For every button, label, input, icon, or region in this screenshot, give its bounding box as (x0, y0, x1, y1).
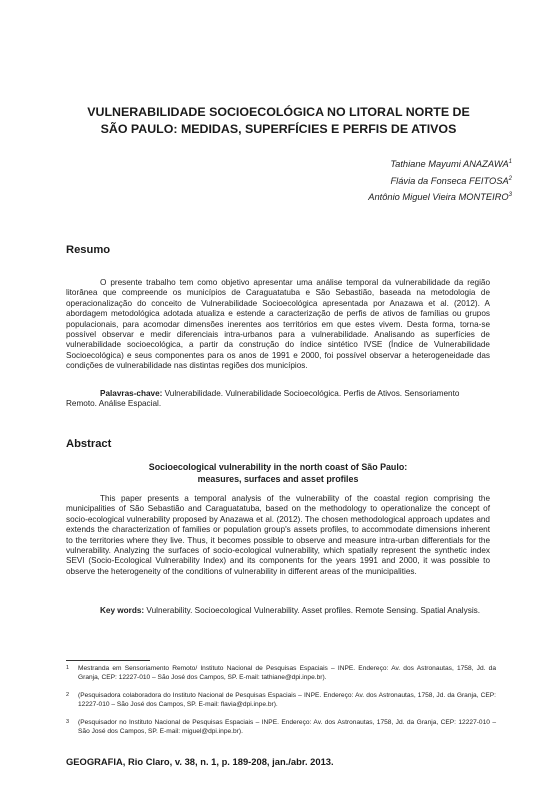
english-title (66, 462, 490, 485)
author-footnote-mark: 3 (508, 191, 512, 198)
resumo-keywords (66, 389, 490, 410)
author-1 (212, 156, 512, 173)
title-line-2: SÃO PAULO: MEDIDAS, SUPERFÍCIES E PERFIS DE ATIVOS (100, 122, 457, 136)
author-list (212, 156, 512, 206)
abstract-heading: Abstract (66, 438, 112, 450)
author-3 (212, 189, 512, 206)
footnote-mark: 1 (66, 665, 70, 671)
resumo-heading: Resumo (66, 244, 111, 256)
article-title (60, 104, 497, 138)
keywords-text: Vulnerability. Socioecological Vulnerability. Asset profiles. Remote Sensing. Spatial Analysis. (146, 606, 481, 615)
keywords-text: Vulnerabilidade. Vulnerabilidade Socioecológica. Perfis de Ativos. Sensoriamento Remoto. Análise Espacial. (66, 389, 460, 409)
author-name: Flávia da Fonseca FEITOSA (390, 175, 509, 186)
journal-citation: GEOGRAFIA, Rio Claro, v. 38, n. 1, p. 189-208, jan./abr. 2013. (66, 756, 334, 767)
author-footnote-mark: 1 (508, 158, 512, 165)
footnote-2 (66, 691, 498, 709)
keywords-label: Palavras-chave: (100, 389, 163, 398)
title-line-1: VULNERABILIDADE SOCIOECOLÓGICA NO LITORAL NORTE DE (87, 105, 470, 119)
english-title-line-2: measures, surfaces and asset profiles (197, 473, 359, 484)
resumo-text: O presente trabalho tem como objetivo apresentar uma análise temporal da vulnerabilidade da região litorânea que compreende os municípios de Caraguatatuba e São Sebastião, baseada na metodologia de operacionalização do conceito de Vulnerabilidade Socioecológica apresentada por Anazawa et al. (2012). A abordagem metodológica adotada atualiza e estende a caracterização de perfis de ativos de famílias ou grupos populacionais, para acomodar dimensões inerentes aos territórios em que estes vivem. Desta forma, torna-se possível observar e medir diferenciais intra-urbanos para a vulnerabilidade. Analisando as superfícies de vulnerabilidade socioecológica, a partir da construção do índice sintético IVSE (Índice de Vulnerabilidade Socioecológica) e seus componentes para os anos de 1991 e 2000, foi possível observar a heterogeneidade das condições de vulnerabilidade nas distintas regiões dos municípios. (66, 278, 490, 371)
keywords-label: Key words: (100, 606, 145, 615)
abstract-keywords (66, 606, 490, 616)
footnote-text: (Pesquisadora colaboradora do Instituto Nacional de Pesquisas Espaciais – INPE. Endereço: Av. dos Astronautas, 1758, Jd. da Granja, CEP: 12227-010 – São José dos Campos, SP. E-mail: flavia@dpi.inpe.br). (78, 692, 496, 708)
footnote-mark: 3 (66, 719, 70, 725)
footnote-mark: 2 (66, 692, 70, 698)
author-2 (212, 173, 512, 190)
footnote-1 (66, 664, 498, 682)
author-name: Tathiane Mayumi ANAZAWA (390, 159, 509, 169)
footnote-3 (66, 718, 498, 736)
footnote-divider (66, 660, 150, 661)
author-footnote-mark: 2 (508, 175, 512, 182)
author-name: Antônio Miguel Vieira MONTEIRO (368, 192, 509, 202)
abstract-text: This paper presents a temporal analysis of the vulnerability of the coastal region comprising the municipalities of São Sebastião and Caraguatatuba, based on the methodology to operationalize the concept of socio-ecological vulnerability proposed by Anazawa et al. (2012). The chosen methodological approach updates and extends the characterization of families or population group's assets profiles, to accommodate dimensions inherent to the territories where they live. Thus, it becomes possible to observe and measure intra-urban differentials for the vulnerability. Analyzing the surfaces of socio-ecological vulnerability, which spatially represent the synthetic index SEVI (Socio-Ecological Vulnerability Index) and its components for the years 1991 and 2000, it was possible to observe the heterogeneity of the conditions of vulnerability in different areas of the municipalities. (66, 494, 490, 576)
footnote-text: Mestranda em Sensoriamento Remoto/ Instituto Nacional de Pesquisas Espaciais – INPE. Endereço: Av. dos Astronautas, 1758, Jd. da Granja, CEP: 12227-010 – São José dos Campos, SP. E-mail: tathiane@dpi.inpe.br). (78, 665, 496, 681)
english-title-line-1: Socioecological vulnerability in the north coast of São Paulo: (148, 462, 408, 472)
footnote-text: (Pesquisador no Instituto Nacional de Pesquisas Espaciais – INPE. Endereço: Av. dos Astronautas, 1758, Jd. da Granja, CEP: 12227-010 – São José dos Campos, SP. E-mail: miguel@dpi.inpe.br). (78, 719, 496, 735)
